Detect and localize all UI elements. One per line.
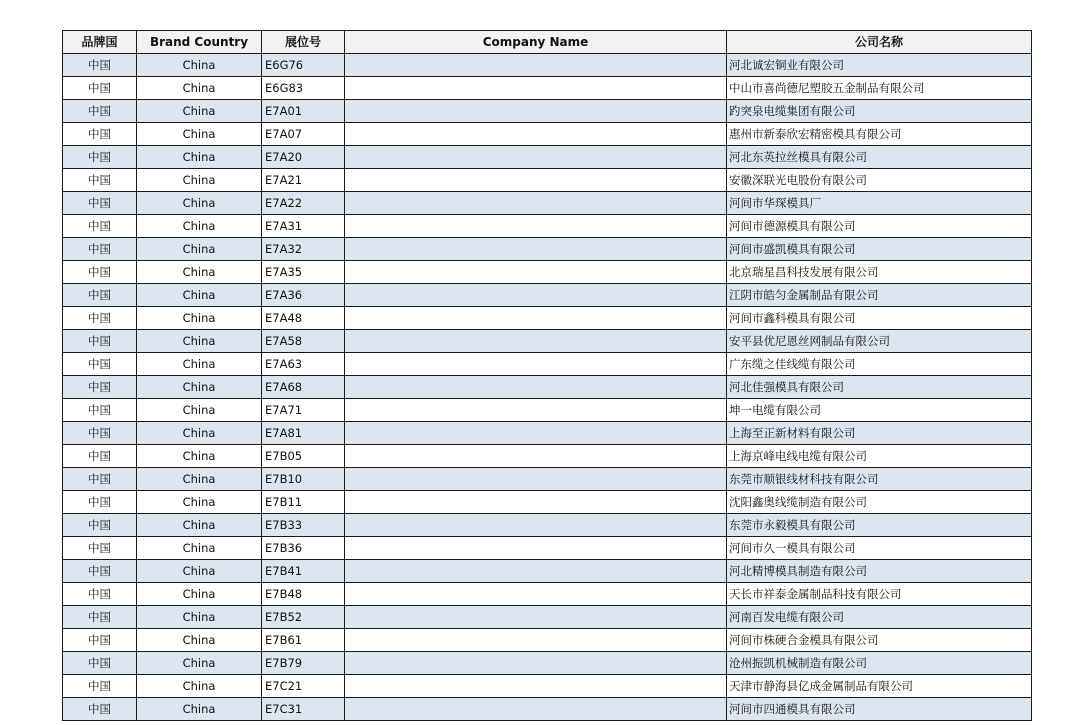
cell-country-cn[interactable]: 中国 xyxy=(63,675,137,698)
cell-company-en[interactable] xyxy=(345,560,727,583)
table-row xyxy=(63,560,1032,583)
cell-country-cn[interactable]: 中国 xyxy=(63,146,137,169)
cell-country-cn[interactable]: 中国 xyxy=(63,560,137,583)
cell-booth[interactable]: E7A01 xyxy=(262,100,345,123)
cell-company-en[interactable] xyxy=(345,169,727,192)
cell-company-en[interactable] xyxy=(345,698,727,721)
cell-booth[interactable]: E6G76 xyxy=(262,54,345,77)
cell-company-en[interactable] xyxy=(345,238,727,261)
table-row xyxy=(63,54,1032,77)
cell-company-cn[interactable]: 坤一电缆有限公司 xyxy=(727,399,1032,422)
cell-company-cn[interactable]: 安平县优尼恩丝网制品有限公司 xyxy=(727,330,1032,353)
cell-booth[interactable]: E6G83 xyxy=(262,77,345,100)
cell-company-cn[interactable]: 河间市四通模具有限公司 xyxy=(727,698,1032,721)
cell-company-en[interactable] xyxy=(345,675,727,698)
cell-country-cn[interactable]: 中国 xyxy=(63,698,137,721)
cell-country-cn[interactable]: 中国 xyxy=(63,307,137,330)
cell-booth[interactable]: E7A36 xyxy=(262,284,345,307)
cell-country-cn[interactable]: 中国 xyxy=(63,77,137,100)
cell-booth[interactable]: E7B05 xyxy=(262,445,345,468)
cell-company-en[interactable] xyxy=(345,215,727,238)
table-row xyxy=(63,123,1032,146)
cell-booth[interactable]: E7B36 xyxy=(262,537,345,560)
cell-country-en[interactable]: China xyxy=(137,307,262,330)
cell-country-cn[interactable]: 中国 xyxy=(63,514,137,537)
cell-country-en[interactable]: China xyxy=(137,54,262,77)
table-row xyxy=(63,675,1032,698)
cell-company-en[interactable] xyxy=(345,491,727,514)
cell-country-en[interactable]: China xyxy=(137,698,262,721)
cell-company-cn[interactable]: 河北诚宏铜业有限公司 xyxy=(727,54,1032,77)
cell-country-en[interactable]: China xyxy=(137,261,262,284)
cell-country-en[interactable]: China xyxy=(137,629,262,652)
cell-country-en[interactable]: China xyxy=(137,284,262,307)
cell-company-en[interactable] xyxy=(345,652,727,675)
cell-country-en[interactable]: China xyxy=(137,192,262,215)
cell-company-en[interactable] xyxy=(345,445,727,468)
cell-company-cn[interactable]: 北京瑞星昌科技发展有限公司 xyxy=(727,261,1032,284)
cell-country-cn[interactable]: 中国 xyxy=(63,238,137,261)
table-row xyxy=(63,353,1032,376)
cell-country-cn[interactable]: 中国 xyxy=(63,376,137,399)
cell-country-en[interactable]: China xyxy=(137,399,262,422)
cell-company-cn[interactable]: 河间市德源模具有限公司 xyxy=(727,215,1032,238)
cell-country-en[interactable]: China xyxy=(137,169,262,192)
table-row xyxy=(63,192,1032,215)
cell-country-cn[interactable]: 中国 xyxy=(63,123,137,146)
cell-company-en[interactable] xyxy=(345,192,727,215)
table-row xyxy=(63,606,1032,629)
cell-company-cn[interactable]: 上海京峰电线电缆有限公司 xyxy=(727,445,1032,468)
cell-company-en[interactable] xyxy=(345,284,727,307)
cell-company-en[interactable] xyxy=(345,100,727,123)
table-row xyxy=(63,261,1032,284)
cell-company-cn[interactable]: 河间市久一模具有限公司 xyxy=(727,537,1032,560)
cell-booth[interactable]: E7A63 xyxy=(262,353,345,376)
cell-company-cn[interactable]: 河间市华琛模具厂 xyxy=(727,192,1032,215)
cell-country-cn[interactable]: 中国 xyxy=(63,583,137,606)
cell-country-cn[interactable]: 中国 xyxy=(63,169,137,192)
cell-country-cn[interactable]: 中国 xyxy=(63,192,137,215)
cell-company-en[interactable] xyxy=(345,330,727,353)
cell-booth[interactable]: E7B79 xyxy=(262,652,345,675)
cell-company-en[interactable] xyxy=(345,307,727,330)
column-header-country-cn[interactable]: 品牌国 xyxy=(63,31,137,54)
cell-country-en[interactable]: China xyxy=(137,606,262,629)
cell-country-en[interactable]: China xyxy=(137,422,262,445)
cell-company-en[interactable] xyxy=(345,54,727,77)
cell-company-cn[interactable]: 江阴市皓匀金属制品有限公司 xyxy=(727,284,1032,307)
cell-company-cn[interactable]: 河间市鑫科模具有限公司 xyxy=(727,307,1032,330)
cell-company-cn[interactable]: 东莞市永毅模具有限公司 xyxy=(727,514,1032,537)
cell-country-cn[interactable]: 中国 xyxy=(63,537,137,560)
cell-country-en[interactable]: China xyxy=(137,353,262,376)
cell-company-en[interactable] xyxy=(345,606,727,629)
cell-company-cn[interactable]: 东莞市顺银线材科技有限公司 xyxy=(727,468,1032,491)
table-row xyxy=(63,652,1032,675)
table-row xyxy=(63,330,1032,353)
cell-country-en[interactable]: China xyxy=(137,146,262,169)
cell-company-cn[interactable]: 河北佳强模具有限公司 xyxy=(727,376,1032,399)
cell-booth[interactable]: E7B41 xyxy=(262,560,345,583)
cell-company-cn[interactable]: 中山市喜尚德尼塑胶五金制品有限公司 xyxy=(727,77,1032,100)
cell-country-en[interactable]: China xyxy=(137,330,262,353)
cell-booth[interactable]: E7A68 xyxy=(262,376,345,399)
table-row xyxy=(63,238,1032,261)
cell-country-en[interactable]: China xyxy=(137,583,262,606)
cell-country-en[interactable]: China xyxy=(137,376,262,399)
cell-country-cn[interactable]: 中国 xyxy=(63,629,137,652)
table-row xyxy=(63,399,1032,422)
table-body xyxy=(63,54,1032,721)
cell-company-cn[interactable]: 趵突泉电缆集团有限公司 xyxy=(727,100,1032,123)
table-row xyxy=(63,514,1032,537)
cell-booth[interactable]: E7B48 xyxy=(262,583,345,606)
table-row xyxy=(63,422,1032,445)
cell-country-cn[interactable]: 中国 xyxy=(63,284,137,307)
cell-country-en[interactable]: China xyxy=(137,100,262,123)
cell-booth[interactable]: E7A81 xyxy=(262,422,345,445)
column-header-company-cn[interactable]: 公司名称 xyxy=(727,31,1032,54)
header-row xyxy=(63,31,1032,54)
table-row xyxy=(63,77,1032,100)
table-row xyxy=(63,307,1032,330)
cell-company-cn[interactable]: 河间市株硬合金模具有限公司 xyxy=(727,629,1032,652)
table-row xyxy=(63,100,1032,123)
cell-company-cn[interactable]: 沧州振凯机械制造有限公司 xyxy=(727,652,1032,675)
cell-country-en[interactable]: China xyxy=(137,445,262,468)
cell-country-cn[interactable]: 中国 xyxy=(63,399,137,422)
cell-company-en[interactable] xyxy=(345,77,727,100)
table-row xyxy=(63,146,1032,169)
cell-country-cn[interactable]: 中国 xyxy=(63,445,137,468)
table-row xyxy=(63,284,1032,307)
cell-booth[interactable]: E7C31 xyxy=(262,698,345,721)
table-row xyxy=(63,698,1032,721)
cell-country-en[interactable]: China xyxy=(137,491,262,514)
table-row xyxy=(63,583,1032,606)
cell-company-cn[interactable]: 广东缆之佳线缆有限公司 xyxy=(727,353,1032,376)
cell-booth[interactable]: E7B10 xyxy=(262,468,345,491)
exhibitor-table xyxy=(62,30,1032,721)
cell-country-en[interactable]: China xyxy=(137,468,262,491)
cell-country-cn[interactable]: 中国 xyxy=(63,100,137,123)
table-row xyxy=(63,376,1032,399)
cell-country-en[interactable]: China xyxy=(137,215,262,238)
cell-company-cn[interactable]: 沈阳鑫奥线缆制造有限公司 xyxy=(727,491,1032,514)
cell-country-cn[interactable]: 中国 xyxy=(63,54,137,77)
cell-booth[interactable]: E7C21 xyxy=(262,675,345,698)
cell-country-cn[interactable]: 中国 xyxy=(63,491,137,514)
cell-country-en[interactable]: China xyxy=(137,123,262,146)
table-row xyxy=(63,215,1032,238)
cell-booth[interactable]: E7A48 xyxy=(262,307,345,330)
cell-company-en[interactable] xyxy=(345,468,727,491)
cell-company-cn[interactable]: 河北精博模具制造有限公司 xyxy=(727,560,1032,583)
cell-company-en[interactable] xyxy=(345,376,727,399)
table-row xyxy=(63,169,1032,192)
cell-country-cn[interactable]: 中国 xyxy=(63,468,137,491)
cell-country-cn[interactable]: 中国 xyxy=(63,652,137,675)
cell-company-en[interactable] xyxy=(345,629,727,652)
column-header-country-en[interactable]: Brand Country xyxy=(137,31,262,54)
cell-country-en[interactable]: China xyxy=(137,537,262,560)
cell-booth[interactable]: E7A71 xyxy=(262,399,345,422)
cell-company-cn[interactable]: 河南百发电缆有限公司 xyxy=(727,606,1032,629)
cell-country-cn[interactable]: 中国 xyxy=(63,261,137,284)
cell-company-cn[interactable]: 安徽深联光电股份有限公司 xyxy=(727,169,1032,192)
cell-company-en[interactable] xyxy=(345,583,727,606)
cell-company-en[interactable] xyxy=(345,514,727,537)
cell-booth[interactable]: E7A22 xyxy=(262,192,345,215)
cell-booth[interactable]: E7A20 xyxy=(262,146,345,169)
cell-company-en[interactable] xyxy=(345,146,727,169)
cell-company-cn[interactable]: 惠州市新泰欣宏精密模具有限公司 xyxy=(727,123,1032,146)
cell-company-en[interactable] xyxy=(345,353,727,376)
cell-booth[interactable]: E7B11 xyxy=(262,491,345,514)
cell-company-cn[interactable]: 天津市静海县亿成金属制品有限公司 xyxy=(727,675,1032,698)
cell-country-cn[interactable]: 中国 xyxy=(63,353,137,376)
cell-booth[interactable]: E7B61 xyxy=(262,629,345,652)
cell-country-cn[interactable]: 中国 xyxy=(63,330,137,353)
cell-booth[interactable]: E7A31 xyxy=(262,215,345,238)
cell-country-en[interactable]: China xyxy=(137,675,262,698)
cell-country-en[interactable]: China xyxy=(137,560,262,583)
cell-company-cn[interactable]: 河北东英拉丝模具有限公司 xyxy=(727,146,1032,169)
cell-country-en[interactable]: China xyxy=(137,514,262,537)
cell-country-en[interactable]: China xyxy=(137,652,262,675)
cell-booth[interactable]: E7A58 xyxy=(262,330,345,353)
cell-country-cn[interactable]: 中国 xyxy=(63,422,137,445)
table-row xyxy=(63,468,1032,491)
table-row xyxy=(63,537,1032,560)
cell-booth[interactable]: E7B52 xyxy=(262,606,345,629)
cell-company-en[interactable] xyxy=(345,399,727,422)
cell-country-cn[interactable]: 中国 xyxy=(63,606,137,629)
cell-booth[interactable]: E7A35 xyxy=(262,261,345,284)
cell-booth[interactable]: E7A07 xyxy=(262,123,345,146)
cell-company-cn[interactable]: 上海至正新材料有限公司 xyxy=(727,422,1032,445)
cell-company-cn[interactable]: 河间市盛凯模具有限公司 xyxy=(727,238,1032,261)
cell-company-en[interactable] xyxy=(345,422,727,445)
cell-country-en[interactable]: China xyxy=(137,77,262,100)
cell-booth[interactable]: E7A21 xyxy=(262,169,345,192)
cell-company-cn[interactable]: 天长市祥泰金属制品科技有限公司 xyxy=(727,583,1032,606)
column-header-booth[interactable]: 展位号 xyxy=(262,31,345,54)
cell-country-en[interactable]: China xyxy=(137,238,262,261)
column-header-company-en[interactable]: Company Name xyxy=(345,31,727,54)
table-row xyxy=(63,491,1032,514)
table-row xyxy=(63,629,1032,652)
cell-country-cn[interactable]: 中国 xyxy=(63,215,137,238)
cell-company-en[interactable] xyxy=(345,261,727,284)
cell-booth[interactable]: E7A32 xyxy=(262,238,345,261)
table-row xyxy=(63,445,1032,468)
cell-company-en[interactable] xyxy=(345,123,727,146)
cell-booth[interactable]: E7B33 xyxy=(262,514,345,537)
cell-company-en[interactable] xyxy=(345,537,727,560)
